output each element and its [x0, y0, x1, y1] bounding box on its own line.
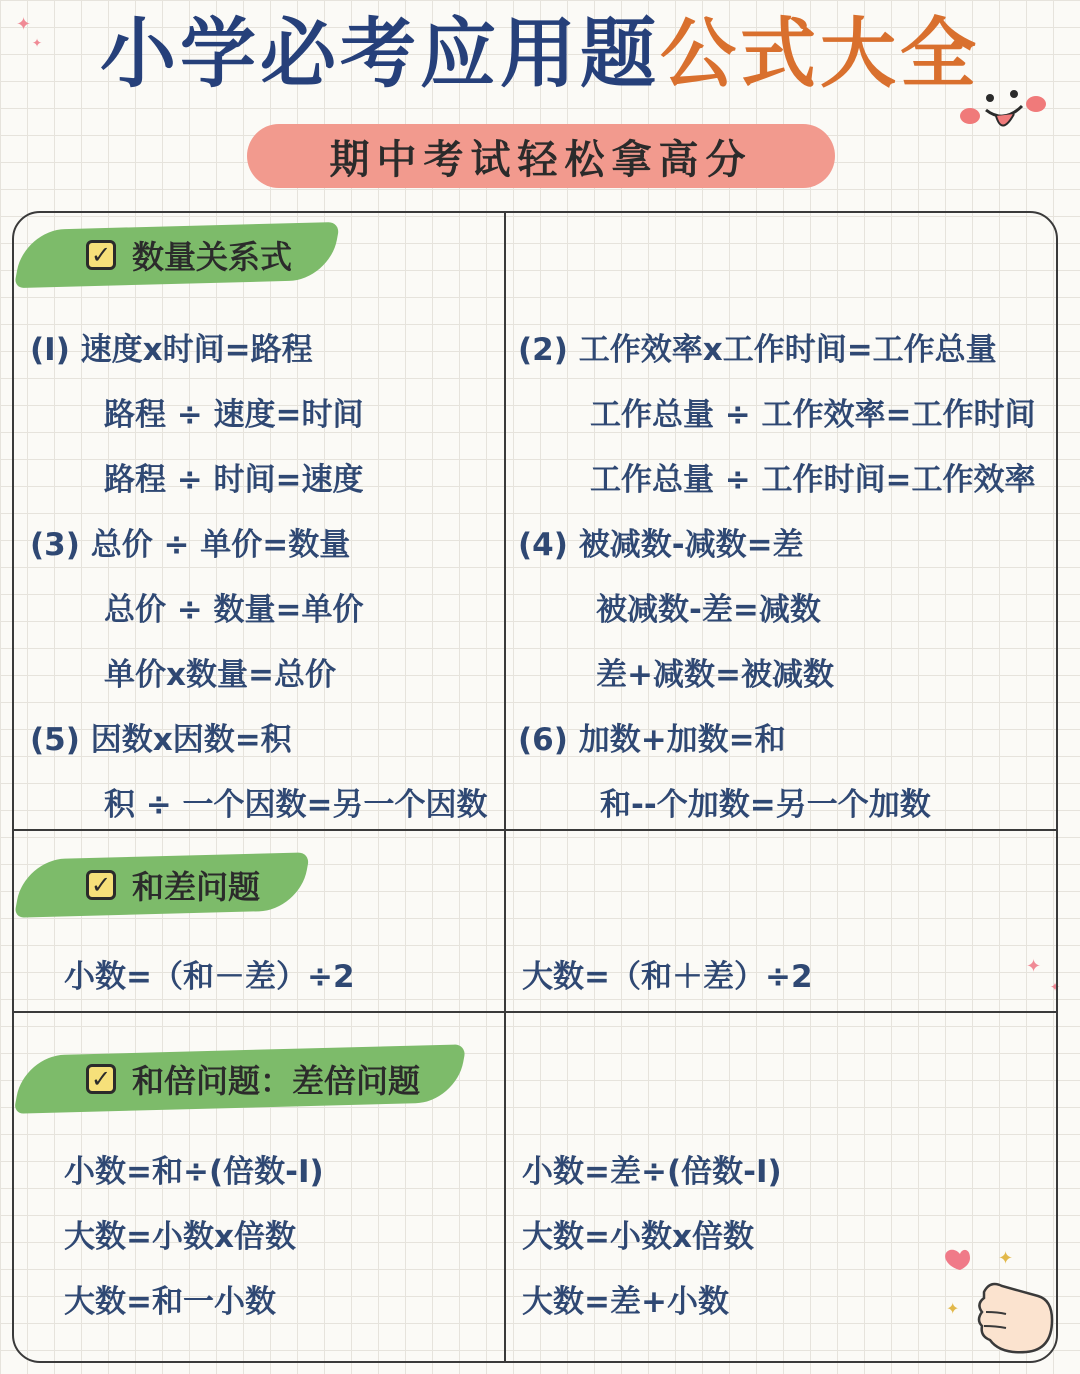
formula-line: 大数=差+小数: [522, 1284, 729, 1320]
sparkle-icon: ✦: [1050, 980, 1061, 994]
check-icon: ✓: [86, 240, 116, 270]
subtitle-badge: [247, 124, 835, 188]
sparkle-icon: ✦: [1026, 956, 1042, 977]
sparkle-icon: ✦: [16, 14, 32, 35]
formula-line: 小数=（和－差）÷2: [64, 959, 355, 995]
formula-line: (Ⅰ) 速度x时间=路程: [30, 332, 313, 368]
formula-line: (5) 因数x因数=积: [30, 722, 292, 758]
section-tag-multiple: [20, 1050, 460, 1108]
column-divider: [504, 211, 506, 1363]
formula-line: 积 ÷ 一个因数=另一个因数: [104, 787, 488, 823]
formula-line: 工作总量 ÷ 工作效率=工作时间: [590, 397, 1036, 433]
formula-line: 小数=差÷(倍数-Ⅰ): [522, 1154, 782, 1190]
formula-line: 总价 ÷ 数量=单价: [104, 592, 364, 628]
formula-line: 大数=小数x倍数: [64, 1219, 296, 1255]
formula-line: 单价x数量=总价: [104, 657, 336, 693]
formula-line: (3) 总价 ÷ 单价=数量: [30, 527, 351, 563]
check-icon: ✓: [86, 870, 116, 900]
page-title: [0, 2, 1080, 106]
title-highlight: 公式大全: [660, 9, 980, 98]
row-divider: [12, 829, 1058, 831]
formula-line: 大数=小数x倍数: [522, 1219, 754, 1255]
sparkle-icon: ✦: [32, 36, 43, 50]
hand-icon: [940, 1240, 1060, 1360]
formula-line: (4) 被减数-减数=差: [518, 527, 804, 563]
formula-line: 大数=和一小数: [64, 1284, 276, 1320]
section-title: 数量关系式: [132, 238, 293, 276]
formula-line: 被减数-差=减数: [596, 592, 821, 628]
formula-line: 路程 ÷ 时间=速度: [104, 462, 364, 498]
formula-line: (6) 加数+加数=和: [518, 722, 786, 758]
smiley-icon: [956, 84, 1050, 144]
formula-line: 和--个加数=另一个加数: [600, 787, 931, 823]
formula-line: 差+减数=被减数: [596, 657, 834, 693]
section-tag-quantity: [20, 226, 334, 284]
row-divider: [12, 1011, 1058, 1013]
formula-line: 小数=和÷(倍数-Ⅰ): [64, 1154, 324, 1190]
subtitle-text: 期中考试轻松拿高分: [329, 136, 753, 183]
section-title: 和倍问题：差倍问题: [132, 1062, 421, 1100]
svg-text:✦: ✦: [946, 1299, 960, 1318]
section-title: 和差问题: [132, 868, 261, 906]
formula-line: 路程 ÷ 速度=时间: [104, 397, 364, 433]
formula-line: (2) 工作效率x工作时间=工作总量: [518, 332, 997, 368]
formula-line: 工作总量 ÷ 工作时间=工作效率: [590, 462, 1036, 498]
title-main: 小学必考应用题: [100, 9, 660, 98]
section-tag-sum-diff: [20, 856, 304, 914]
formula-line: 大数=（和＋差）÷2: [522, 959, 813, 995]
svg-text:✦: ✦: [998, 1248, 1014, 1269]
check-icon: ✓: [86, 1064, 116, 1094]
